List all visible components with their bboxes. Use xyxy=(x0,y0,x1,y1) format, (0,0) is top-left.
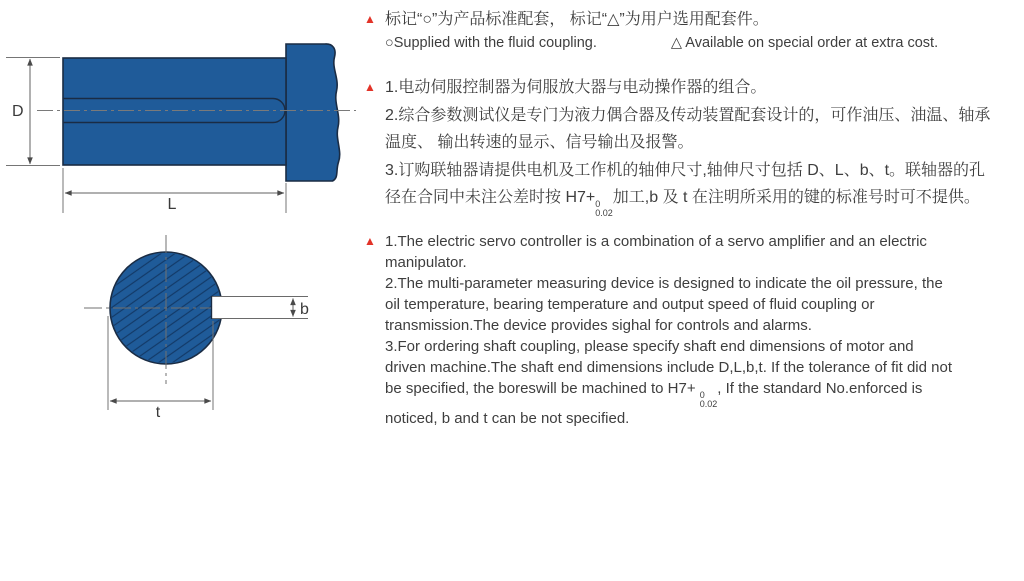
en-note-line: 1.The electric servo controller is a combination of a servo amplifier and an electric xyxy=(385,233,927,250)
note-chinese xyxy=(364,74,990,217)
triangle-marker-icon: ▲ xyxy=(364,234,376,248)
shaft-body xyxy=(63,58,286,165)
legend-available-text: △ Available on special order at extra cost. xyxy=(670,35,939,51)
note-chinese-body xyxy=(385,74,990,217)
tolerance-sub: 0.02 xyxy=(595,207,613,218)
cn-note-line: 1.电动伺服控制器为伺服放大器与电动操作器的组合。 xyxy=(385,79,767,96)
keyway-notch xyxy=(212,296,240,319)
note-english-body xyxy=(385,231,952,429)
triangle-marker-icon: ▲ xyxy=(364,12,376,26)
cn-tolerance-pre: 径在合同中未注公差时按 H7+ xyxy=(385,189,596,206)
en-note-line: transmission.The device provides sighal for controls and alarms. xyxy=(385,317,812,334)
dim-d-label: D xyxy=(12,103,24,120)
legend-line-english xyxy=(385,32,938,54)
cn-note-line xyxy=(385,184,990,217)
note-english xyxy=(364,231,952,429)
dim-t-label: t xyxy=(155,404,161,421)
hub-flange xyxy=(286,44,340,181)
cn-note-line: 2.综合参数测试仪是专门为液力偶合器及传动装置配套设计的，可作油压、油温、轴承 xyxy=(385,106,991,124)
en-note-line: noticed, b and t can be not specified. xyxy=(385,410,630,427)
cn-note-line: 3.订购联轴器请提供电机及工作机的轴伸尺寸,轴伸尺寸包括 D、L、b、t。联轴器的孔 xyxy=(385,161,986,179)
en-note-line: oil temperature, bearing temperature and output speed of fluid coupling or xyxy=(385,296,875,313)
en-note-line xyxy=(385,378,952,408)
en-note-line: 3.For ordering shaft coupling, please specify shaft end dimensions of motor and xyxy=(385,338,914,355)
dim-l-label: L xyxy=(167,196,177,213)
en-tolerance-post: , If the standard No.enforced is xyxy=(717,380,923,397)
en-note-line: driven machine.The shaft end dimensions include D,L,b,t. If the tolerance of fit did not xyxy=(385,359,952,376)
note-legend-body xyxy=(385,7,938,54)
cn-note-line: 温度、 输出转速的显示、信号输出及报警。 xyxy=(385,134,694,151)
tolerance-sup: 0 xyxy=(699,390,705,400)
tolerance-sub: 0.02 xyxy=(699,398,718,409)
tolerance-stack xyxy=(700,391,718,408)
shaft-dimension-diagram xyxy=(0,0,360,440)
en-note-line: manipulator. xyxy=(385,254,467,271)
en-note-line: 2.The multi-parameter measuring device is designed to indicate the oil pressure, the xyxy=(385,275,943,292)
tolerance-stack xyxy=(595,200,613,217)
triangle-marker-icon: ▲ xyxy=(364,80,376,94)
tolerance-sup: 0 xyxy=(595,199,601,209)
en-tolerance-pre: be specified, the boreswill be machined to H7+ xyxy=(385,380,700,397)
note-legend xyxy=(364,7,938,54)
cn-tolerance-post: 加工,b 及 t 在注明所采用的键的标准号时可不提供。 xyxy=(612,189,980,206)
dim-b-label: b xyxy=(300,301,309,318)
legend-supplied-text: ○Supplied with the fluid coupling. xyxy=(385,35,597,51)
legend-line-chinese: 标记“○”为产品标准配套， 标记“△”为用户选用配套件。 xyxy=(385,11,769,28)
